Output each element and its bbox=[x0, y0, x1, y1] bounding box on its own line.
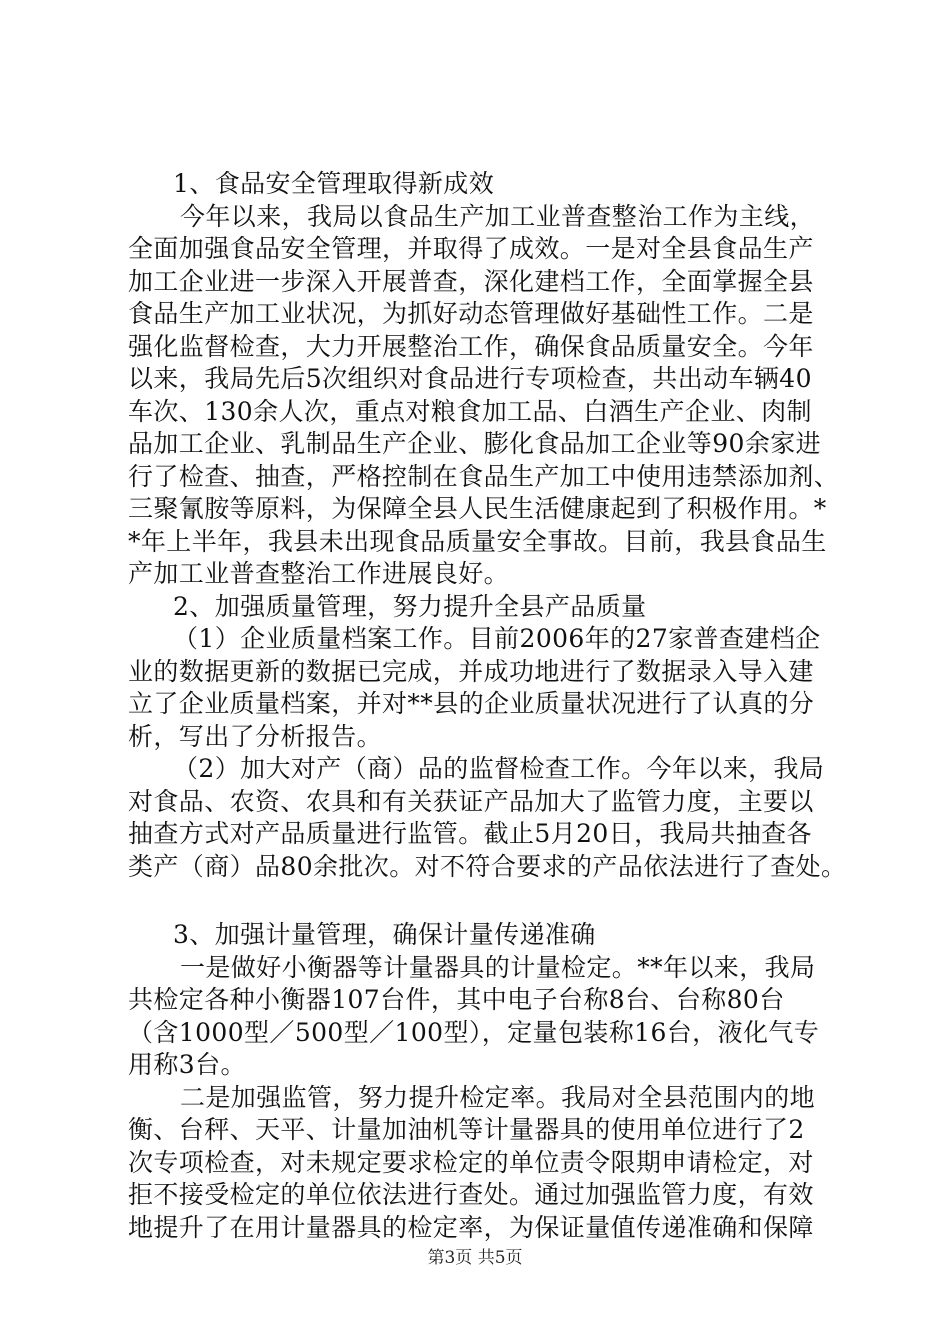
paragraph-line: 加工企业进一步深入开展普查，深化建档工作，全面掌握全县 bbox=[128, 266, 814, 296]
paragraph-line: 衡、台秤、天平、计量加油机等计量器具的使用单位进行了2 bbox=[128, 1115, 805, 1144]
paragraph-line: 强化监督检查，大力开展整治工作，确保食品质量安全。今年 bbox=[128, 331, 814, 361]
paragraph-line: （2）加大对产（商）品的监督检查工作。今年以来，我局 bbox=[173, 754, 825, 783]
paragraph-line: 业的数据更新的数据已完成，并成功地进行了数据录入导入建 bbox=[128, 656, 814, 686]
paragraph-line: 车次、130余人次，重点对粮食加工品、白酒生产企业、肉制 bbox=[128, 396, 812, 426]
paragraph-line: 以来，我局先后5次组织对食品进行专项检查，共出动车辆40 bbox=[128, 364, 812, 393]
paragraph-line: 对食品、农资、农具和有关获证产品加大了监管力度，主要以 bbox=[128, 786, 814, 816]
section-gap bbox=[128, 883, 840, 919]
paragraph-line: 拒不接受检定的单位依法进行查处。通过加强监管力度，有效 bbox=[128, 1180, 814, 1209]
paragraph-line: 全面加强食品安全管理，并取得了成效。一是对全县食品生产 bbox=[128, 234, 814, 263]
paragraph-line: （含1000型／500型／100型），定量包装称16台，液化气专 bbox=[128, 1017, 820, 1047]
heading-food-safety: 1、食品安全管理取得新成效 bbox=[173, 169, 495, 198]
paragraph-line: 二是加强监管，努力提升检定率。我局对全县范围内的地 bbox=[180, 1082, 816, 1112]
document-body bbox=[128, 168, 847, 1244]
paragraph-line: 次专项检查，对未规定要求检定的单位责令限期申请检定，对 bbox=[128, 1147, 814, 1177]
paragraph-line: 一是做好小衡器等计量器具的计量检定。**年以来，我局 bbox=[180, 952, 816, 982]
paragraph-line: 三聚氰胺等原料，为保障全县人民生活健康起到了积极作用。* bbox=[128, 494, 827, 523]
paragraph-line: 立了企业质量档案，并对**县的企业质量状况进行了认真的分 bbox=[128, 689, 815, 718]
paragraph-line: 抽查方式对产品质量进行监管。截止5月20日，我局共抽查各 bbox=[128, 819, 812, 848]
paragraph-line: 类产（商）品80余批次。对不符合要求的产品依法进行了查处。 bbox=[128, 851, 847, 881]
paragraph-line: 产加工业普查整治工作进展良好。 bbox=[128, 559, 510, 588]
paragraph-line: 析，写出了分析报告。 bbox=[128, 721, 383, 751]
page-number: 第3页 共5页 bbox=[427, 1248, 523, 1268]
paragraph-line: 今年以来，我局以食品生产加工业普查整治工作为主线， bbox=[180, 201, 816, 231]
paragraph-line: 行了检查、抽查，严格控制在食品生产加工中使用违禁添加剂、 bbox=[128, 461, 840, 491]
heading-metrology: 3、加强计量管理，确保计量传递准确 bbox=[173, 920, 596, 949]
paragraph-line: 食品生产加工业状况，为抓好动态管理做好基础性工作。二是 bbox=[128, 299, 814, 328]
heading-quality-management: 2、加强质量管理，努力提升全县产品质量 bbox=[173, 591, 647, 621]
paragraph-line: 共检定各种小衡器107台件，其中电子台称8台、台称80台 bbox=[128, 985, 785, 1014]
paragraph-line: *年上半年，我县未出现食品质量安全事故。目前，我县食品生 bbox=[128, 526, 827, 556]
paragraph-line: （1）企业质量档案工作。目前2006年的27家普查建档企 bbox=[173, 624, 821, 653]
paragraph-line: 品加工企业、乳制品生产企业、膨化食品加工企业等90余家进 bbox=[128, 429, 822, 458]
paragraph-line: 用称3台。 bbox=[128, 1050, 246, 1079]
paragraph-line: 地提升了在用计量器具的检定率，为保证量值传递准确和保障 bbox=[128, 1212, 814, 1242]
